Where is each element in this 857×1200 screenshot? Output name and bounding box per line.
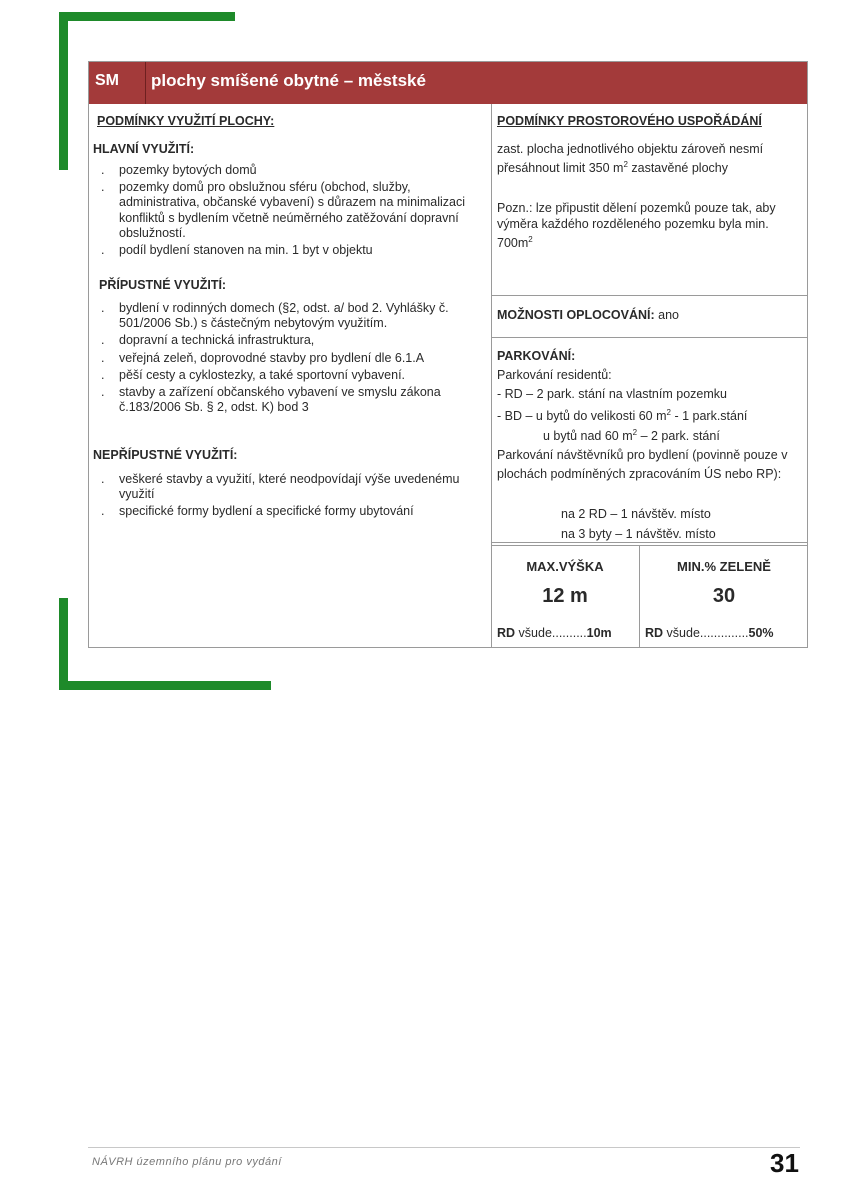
green-bracket-bottom-horizontal — [59, 681, 271, 690]
parking-bd-line: - BD – u bytů do velikosti 60 $m^2 - 1$ park.stání — [497, 408, 748, 424]
area-code: SM — [95, 72, 119, 89]
parking-rd-line: - RD – 2 park. stání na vlastním pozemku — [497, 387, 727, 401]
parking-visitors-rd: na 2 RD – 1 návštěv. místo — [561, 507, 711, 521]
fencing-label: MOŽNOSTI OPLOCOVÁNÍ: — [497, 308, 655, 322]
list-item: . pěší cesty a cyklostezky, a také sportovní vybavení. — [101, 367, 406, 382]
usage-conditions-column — [89, 104, 492, 647]
min-green-label: MIN.% ZELENĚ — [677, 559, 771, 574]
divider — [491, 337, 807, 338]
list-item: . bydlení v rodinných domech (§2, odst. a/ bod 2. Vyhlášky č. 501/2006 Sb.) s částečným nebytovým využitím. — [101, 301, 449, 331]
allowed-use-list — [89, 301, 479, 417]
main-use-list — [89, 163, 479, 260]
list-item: . specifické formy bydlení a specifické formy ubytování — [101, 504, 414, 519]
spatial-text-limit: zast. plocha jednotlivého objektu zároveň nesmí přesáhnout limit 350 $m^2$ zastavěné plochy — [497, 142, 764, 176]
list-item: . pozemky domů pro obslužnou sféru (obchod, služby, administrativa, občanské vybavení) s důrazem na minimalizaci konfliktů s bydlením včetně neúměrného zatěžování dopravní obslužností. — [101, 180, 465, 240]
area-title: plochy smíšené obytné – městské — [151, 71, 426, 90]
table-header — [89, 62, 807, 104]
right-column — [491, 104, 807, 647]
green-bracket-top-vertical — [59, 12, 68, 170]
forbidden-use-title: NEPŘÍPUSTNÉ VYUŽITÍ: — [93, 448, 238, 462]
main-use-title: HLAVNÍ VYUŽITÍ: — [93, 142, 195, 156]
parking-bd-line-2: u bytů nad 60 $m^2 - 2$ park. stání — [543, 428, 720, 444]
parking-visitors-flats: na 3 byty – 1 návštěv. místo — [561, 527, 716, 541]
parking-visitors-text: Parkování návštěvníků pro bydlení (povinně pouze v plochách podmíněných zpracováním ÚS nebo RP): — [497, 448, 788, 481]
fencing-row — [497, 307, 679, 323]
usage-section-title: PODMÍNKY VYUŽITÍ PLOCHY: — [97, 114, 275, 128]
list-item: . veškeré stavby a využití, které neodpovídají výše uvedenému využití — [101, 472, 460, 502]
parking-residents-label: Parkování residentů: — [497, 368, 612, 382]
spatial-text-note: Pozn.: lze připustit dělení pozemků pouze tak, aby výměra každého rozděleného pozemku byla min. $700m^2$ — [497, 201, 776, 251]
list-item: . stavby a zařízení občanského vybavení ve smyslu zákona č.183/2006 Sb. § 2, odst. K) bod 3 — [101, 385, 441, 415]
header-divider — [145, 62, 146, 104]
footer-rule — [88, 1147, 800, 1148]
max-height-value: 12 m — [542, 585, 588, 607]
green-bracket-top-horizontal — [59, 12, 235, 21]
footer-text: NÁVRH územního plánu pro vydání — [92, 1156, 282, 1168]
fencing-value: ano — [654, 308, 679, 322]
allowed-use-title: PŘÍPUSTNÉ VYUŽITÍ: — [99, 278, 227, 292]
regulation-table — [88, 61, 808, 648]
spatial-section-title: PODMÍNKY PROSTOROVÉHO USPOŘÁDÁNÍ — [497, 114, 762, 128]
list-item: . veřejná zeleň, doprovodné stavby pro bydlení dle 6.1.A — [101, 350, 425, 365]
parking-title: PARKOVÁNÍ: — [497, 349, 576, 363]
list-item: . dopravní a technická infrastruktura, — [101, 333, 315, 348]
min-green-note: RD všude..............50% — [645, 626, 774, 640]
max-height-label: MAX.VÝŠKA — [526, 559, 604, 574]
forbidden-use-list — [89, 472, 479, 522]
min-green-value: 30 — [712, 585, 736, 607]
max-height-note: RD všude..........10m — [497, 626, 612, 640]
divider — [491, 542, 807, 543]
green-bracket-bottom-vertical — [59, 598, 68, 690]
divider — [491, 545, 807, 546]
list-item: . pozemky bytových domů — [101, 163, 257, 177]
divider — [491, 295, 807, 296]
list-item: . podíl bydlení stanoven na min. 1 byt v objektu — [101, 243, 373, 258]
page-number: 31 — [770, 1148, 799, 1178]
